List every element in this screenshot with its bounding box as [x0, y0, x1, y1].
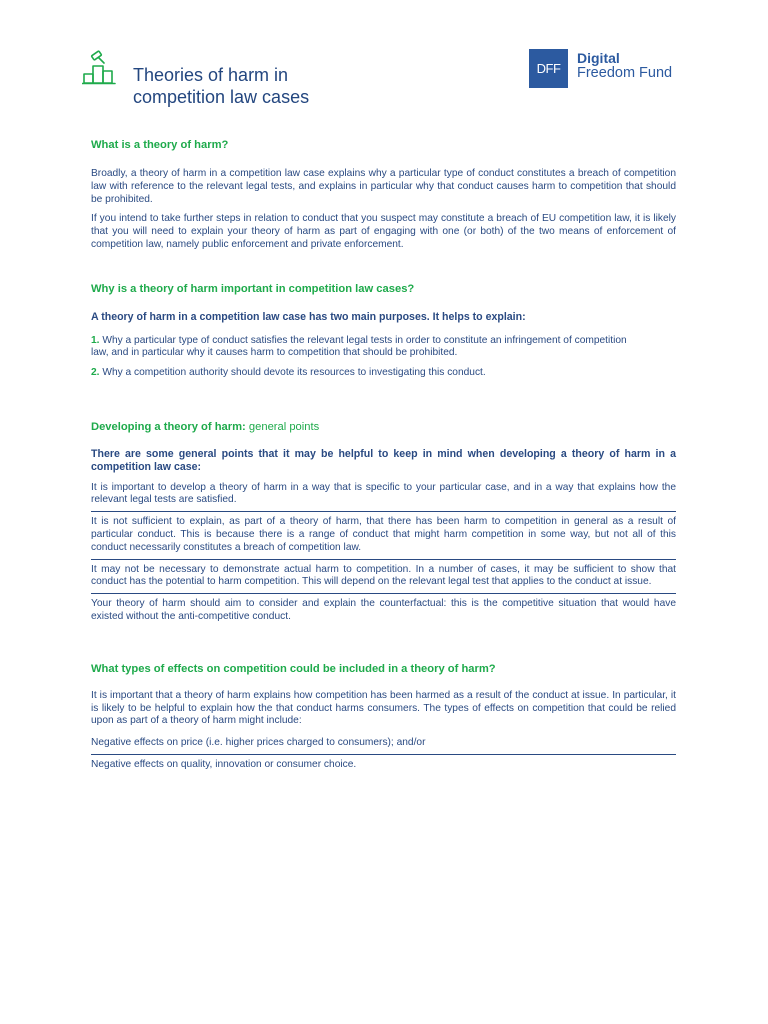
item-text: Why a competition authority should devote its resources to investigating this conduct. — [102, 367, 486, 379]
item-number: 1. — [91, 334, 100, 346]
document-title — [133, 64, 463, 108]
title-line-2: competition law cases — [133, 87, 310, 108]
document-body — [91, 138, 676, 772]
item-number: 2. — [91, 367, 100, 379]
logo-line-1: Digital — [577, 50, 620, 66]
general-point: It is important to develop a theory of harm in a way that is specific to your particular case, and in a way that explains how the relevant legal tests are satisfied. — [91, 481, 676, 506]
section3-lead: There are some general points that it may be helpful to keep in mind when developing a theory of harm in a competition law case: — [91, 447, 676, 473]
heading-normal-part: general points — [245, 420, 320, 433]
divider — [91, 593, 676, 594]
gavel-steps-icon — [82, 50, 116, 86]
effect-point: Negative effects on quality, innovation or consumer choice. — [91, 758, 357, 770]
numbered-item — [91, 335, 646, 361]
item-text: Why a particular type of conduct satisfies the relevant legal tests in order to constitute an infringement of competition law, and in particular why it causes harm to competition that should be prohibited. — [91, 334, 627, 359]
numbered-item — [91, 367, 646, 380]
divider — [91, 511, 676, 512]
general-point: Your theory of harm should aim to consider and explain the counterfactual: this is the competitive situation that would have existed without the anti-competitive conduct. — [91, 598, 676, 622]
heading-bold-part: Developing a theory of harm: — [91, 420, 246, 433]
section2-lead: A theory of harm in a competition law case has two main purposes. It helps to explain: — [91, 310, 526, 323]
divider — [91, 754, 676, 755]
dff-logo-mark: DFF — [529, 49, 568, 88]
section-heading-why-important: Why is a theory of harm important in competition law cases? — [91, 282, 415, 295]
general-point: It is not sufficient to explain, as part of a theory of harm, that there has been harm to competition in general as a result of particular conduct. This is because there is a range of conduct that might harm competition in some way, but not all of this conduct necessarily constitutes a breach of competition law. — [91, 516, 676, 553]
divider — [91, 559, 676, 560]
effect-point: Negative effects on price (i.e. higher prices charged to consumers); and/or — [91, 737, 426, 749]
general-point: It may not be necessary to demonstrate actual harm to competition. In a number of cases, it may be sufficient to show that conduct has the potential to harm competition. This will depend on the relevant legal test that applies to the conduct at issue. — [91, 563, 676, 588]
section-heading-what-is: What is a theory of harm? — [91, 139, 229, 151]
section-heading-developing — [91, 420, 676, 434]
section1-paragraph-2: If you intend to take further steps in relation to conduct that you suspect may constitute a breach of EU competition law, it is likely that you will need to explain your theory of harm as part of engaging with one (or both) of the two means of enforcement of competition law, namely public enforcement and private enforcement. — [91, 213, 676, 250]
logo-line-2: Freedom Fund — [577, 65, 673, 81]
dff-logo-text — [577, 51, 672, 81]
section4-paragraph: It is important that a theory of harm explains how competition has been harmed as a result of the conduct at issue. In particular, it is likely to be helpful to explain how the that conduct harms consumers. The types of effects on competition that could be relied upon as part of a theory of harm might include: — [91, 689, 676, 727]
title-line-1: Theories of harm in — [133, 65, 289, 86]
page-header — [0, 0, 768, 110]
section-heading-effects: What types of effects on competition could be included in a theory of harm? — [91, 662, 496, 675]
section1-paragraph-1: Broadly, a theory of harm in a competition law case explains why a particular type of conduct constitutes a breach of competition law with reference to the relevant legal tests, and explains in particular why that conduct causes harm to competition that should be prohibited. — [91, 168, 676, 205]
